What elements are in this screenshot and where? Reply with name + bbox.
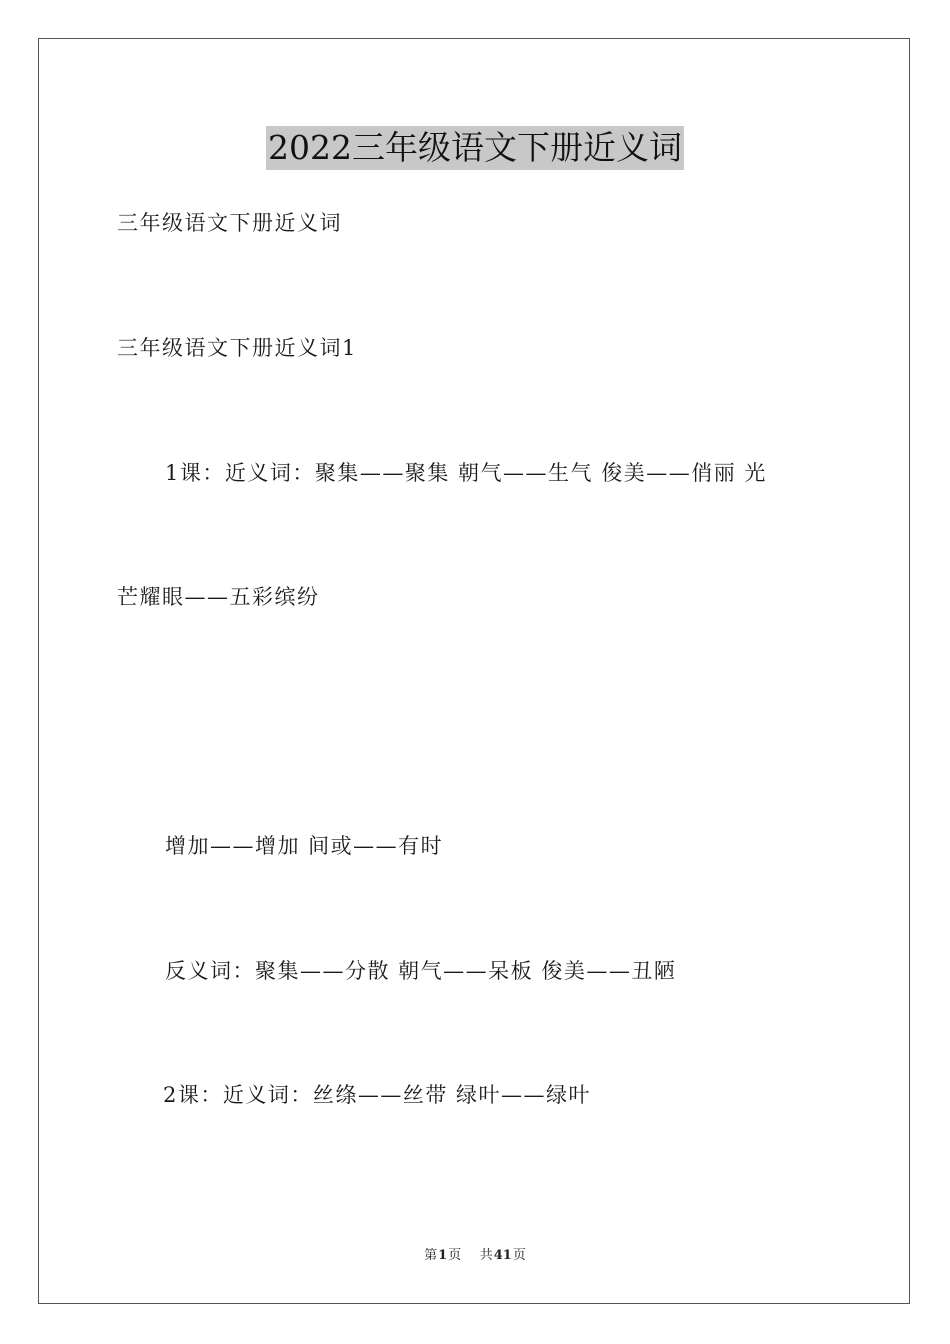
text-line-lesson1-antonyms: 反义词：聚集——分散 朝气——呆板 俊美——丑陋 — [165, 959, 677, 983]
text-line-section-heading: 三年级语文下册近义词1 — [117, 336, 357, 360]
footer-total-prefix: 共 — [479, 1248, 493, 1263]
text-line-subtitle: 三年级语文下册近义词 — [117, 211, 342, 235]
footer-page-number: 1 — [438, 1248, 448, 1263]
footer-total-pages: 41 — [493, 1248, 512, 1263]
title-container — [0, 126, 950, 170]
text-line-lesson1-synonyms-cont: 芒耀眼——五彩缤纷 — [117, 585, 320, 609]
text-line-lesson1-synonyms-extra: 增加——增加 间或——有时 — [165, 834, 444, 858]
footer-page-prefix: 第 — [424, 1248, 438, 1263]
text-line-lesson2-synonyms: 2课：近义词：丝绦——丝带 绿叶——绿叶 — [163, 1083, 592, 1107]
text-line-lesson1-synonyms: 1课：近义词：聚集——聚集 朝气——生气 俊美——俏丽 光 — [165, 461, 767, 485]
footer-page-suffix: 页 — [448, 1248, 462, 1263]
footer-total-suffix: 页 — [512, 1248, 526, 1263]
page-footer — [0, 1247, 950, 1265]
document-title: 2022三年级语文下册近义词 — [266, 126, 684, 170]
